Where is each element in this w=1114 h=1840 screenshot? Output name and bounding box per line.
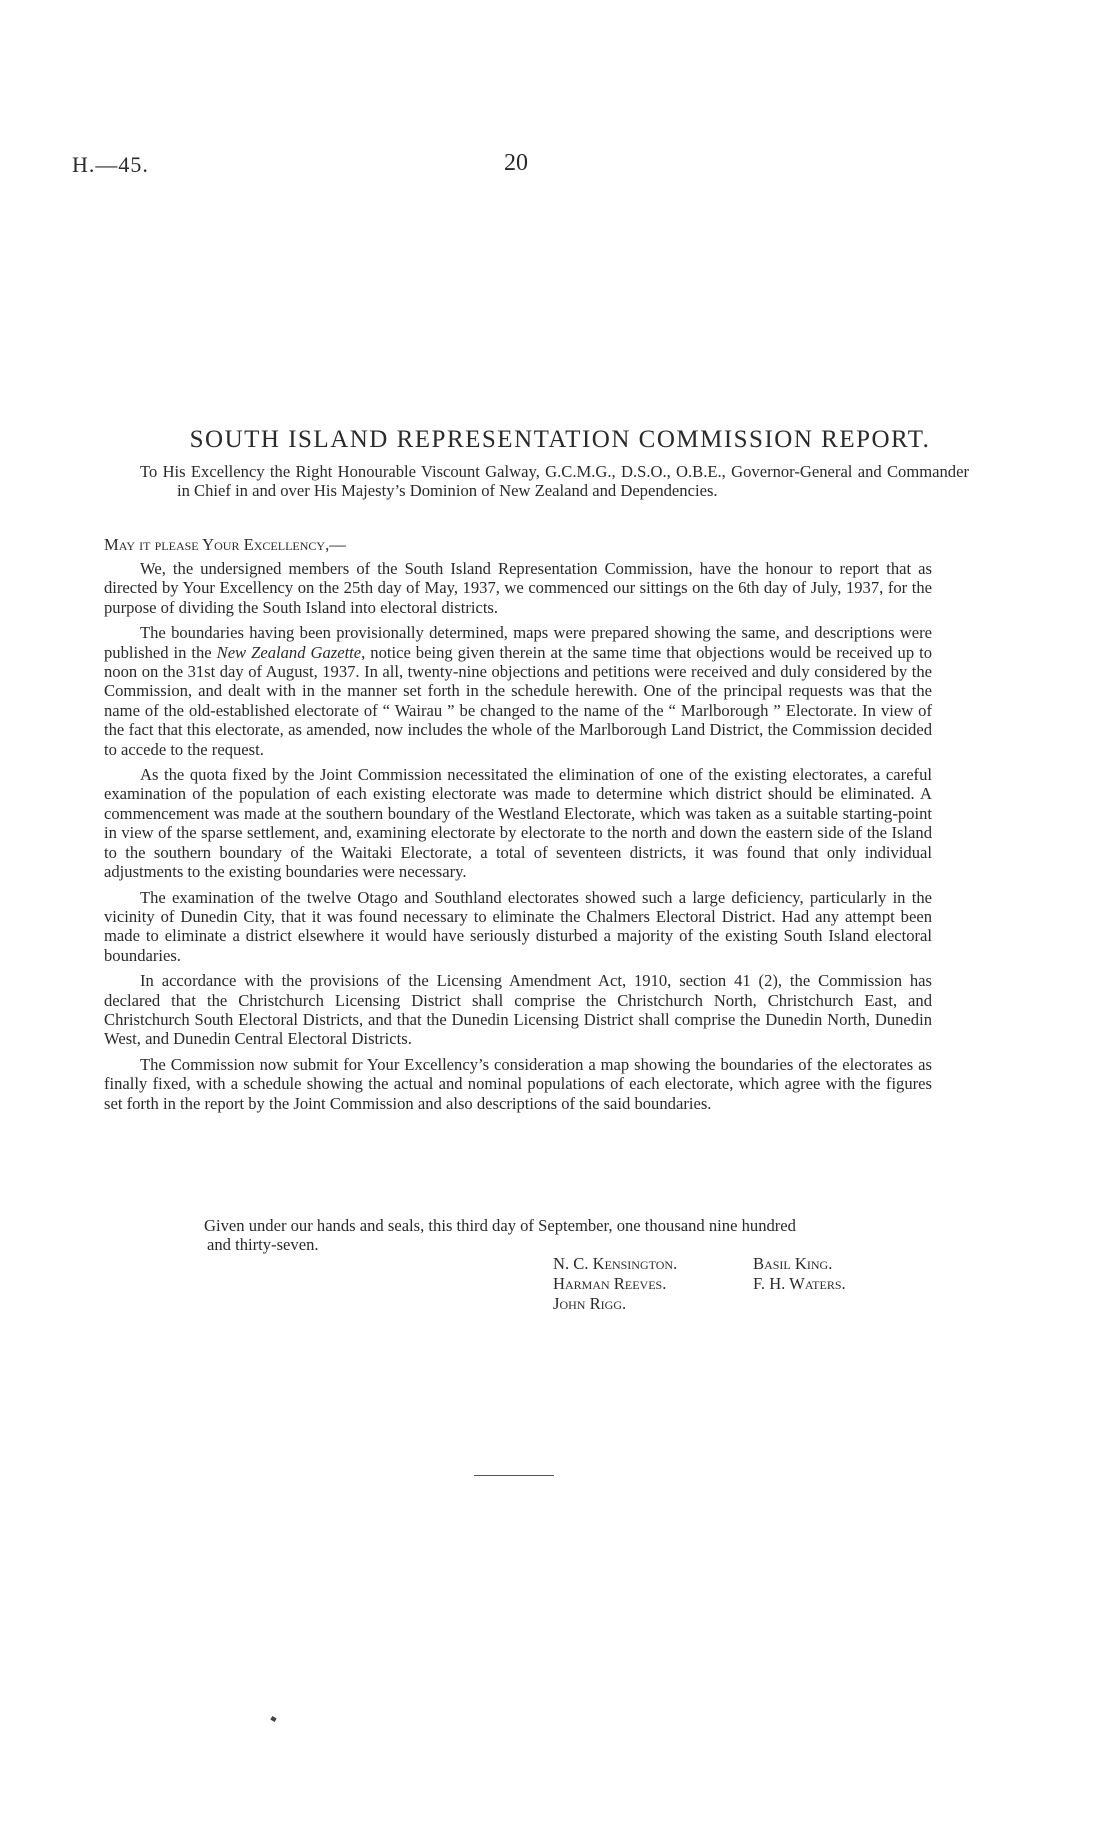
address-block: To His Excellency the Right Honourable Viscount Galway, G.C.M.G., D.S.O., O.B.E., Governor-General and Commander in Chief in and over His Majesty’s Dominion of New Zealand and Dependencies. — [140, 462, 969, 500]
signatory-left-1: N. C. Kensington. — [553, 1254, 678, 1273]
signatory-right-1: Basil King. — [753, 1254, 833, 1273]
salutation: May it please Your Excellency,— — [104, 535, 346, 554]
signatory-right-2: F. H. Waters. — [753, 1274, 846, 1293]
report-body — [104, 559, 932, 1119]
closing-line-2: and thirty-seven. — [207, 1235, 319, 1255]
paragraph-2: The boundaries having been provisionally determined, maps were prepared showing the same, and descriptions were published in the New Zealand Gazette, notice being given therein at the same time that objections would be received up to noon on the 31st day of August, 1937. In all, twenty-nine objections and petitions were received and duly considered by the Commission, and dealt with in the manner set forth in the schedule herewith. One of the principal requests was that the name of the old-established electorate of “ Wairau ” be changed to the name of the “ Marlborough ” Electorate. In view of the fact that this electorate, as amended, now includes the whole of the Marlborough Land District, the Commission decided to accede to the request. — [104, 623, 932, 759]
paragraph-3: As the quota fixed by the Joint Commission necessitated the elimination of one of the existing electorates, a careful examination of the population of each existing electorate was made to determine which district should be eliminated. A commencement was made at the southern boundary of the Westland Electorate, which was taken as a suitable starting-point in view of the sparse settlement, and, examining electorate by electorate to the north and down the eastern side of the Island to the southern boundary of the Waitaki Electorate, a total of seventeen districts, it was found that only individual adjustments to the existing boundaries were necessary. — [104, 765, 932, 882]
report-title: SOUTH ISLAND REPRESENTATION COMMISSION REPORT. — [189, 426, 931, 453]
paragraph-1: We, the undersigned members of the South Island Representation Commission, have the honour to report that as directed by Your Excellency on the 25th day of May, 1937, we commenced our sittings on the 6th day of July, 1937, for the purpose of dividing the South Island into electoral districts. — [104, 559, 932, 617]
signatory-left-3: John Rigg. — [553, 1294, 627, 1313]
gazette-title: New Zealand Gazette — [216, 642, 362, 662]
closing-rule — [474, 1475, 554, 1476]
paragraph-6: The Commission now submit for Your Excellency’s consideration a map showing the boundaries of the electorates as finally fixed, with a schedule showing the actual and nominal populations of each electorate, which agree with the figures set forth in the report by the Joint Commission and also descriptions of the said boundaries. — [104, 1054, 932, 1113]
closing-line-1: Given under our hands and seals, this third day of September, one thousand nine hundred — [204, 1216, 796, 1235]
paragraph-4: The examination of the twelve Otago and Southland electorates showed such a large deficiency, particularly in the vicinity of Dunedin City, that it was found necessary to eliminate the Chalmers Electoral District. Had any attempt been made to eliminate a district elsewhere it would have seriously disturbed a majority of the existing South Island electoral boundaries. — [104, 887, 932, 965]
closing-statement — [204, 1216, 932, 1255]
page-number: 20 — [504, 150, 528, 176]
signatory-left-2: Harman Reeves. — [553, 1274, 667, 1293]
document-reference: H.—45. — [72, 152, 149, 177]
ink-speck — [270, 1716, 276, 1722]
paragraph-5: In accordance with the provisions of the Licensing Amendment Act, 1910, section 41 (2), the Commission has declared that the Christchurch Licensing District shall comprise the Christchurch North, Christchurch East, and Christchurch South Electoral Districts, and that the Dunedin Licensing District shall comprise the Dunedin North, Dunedin West, and Dunedin Central Electoral Districts. — [104, 971, 932, 1049]
